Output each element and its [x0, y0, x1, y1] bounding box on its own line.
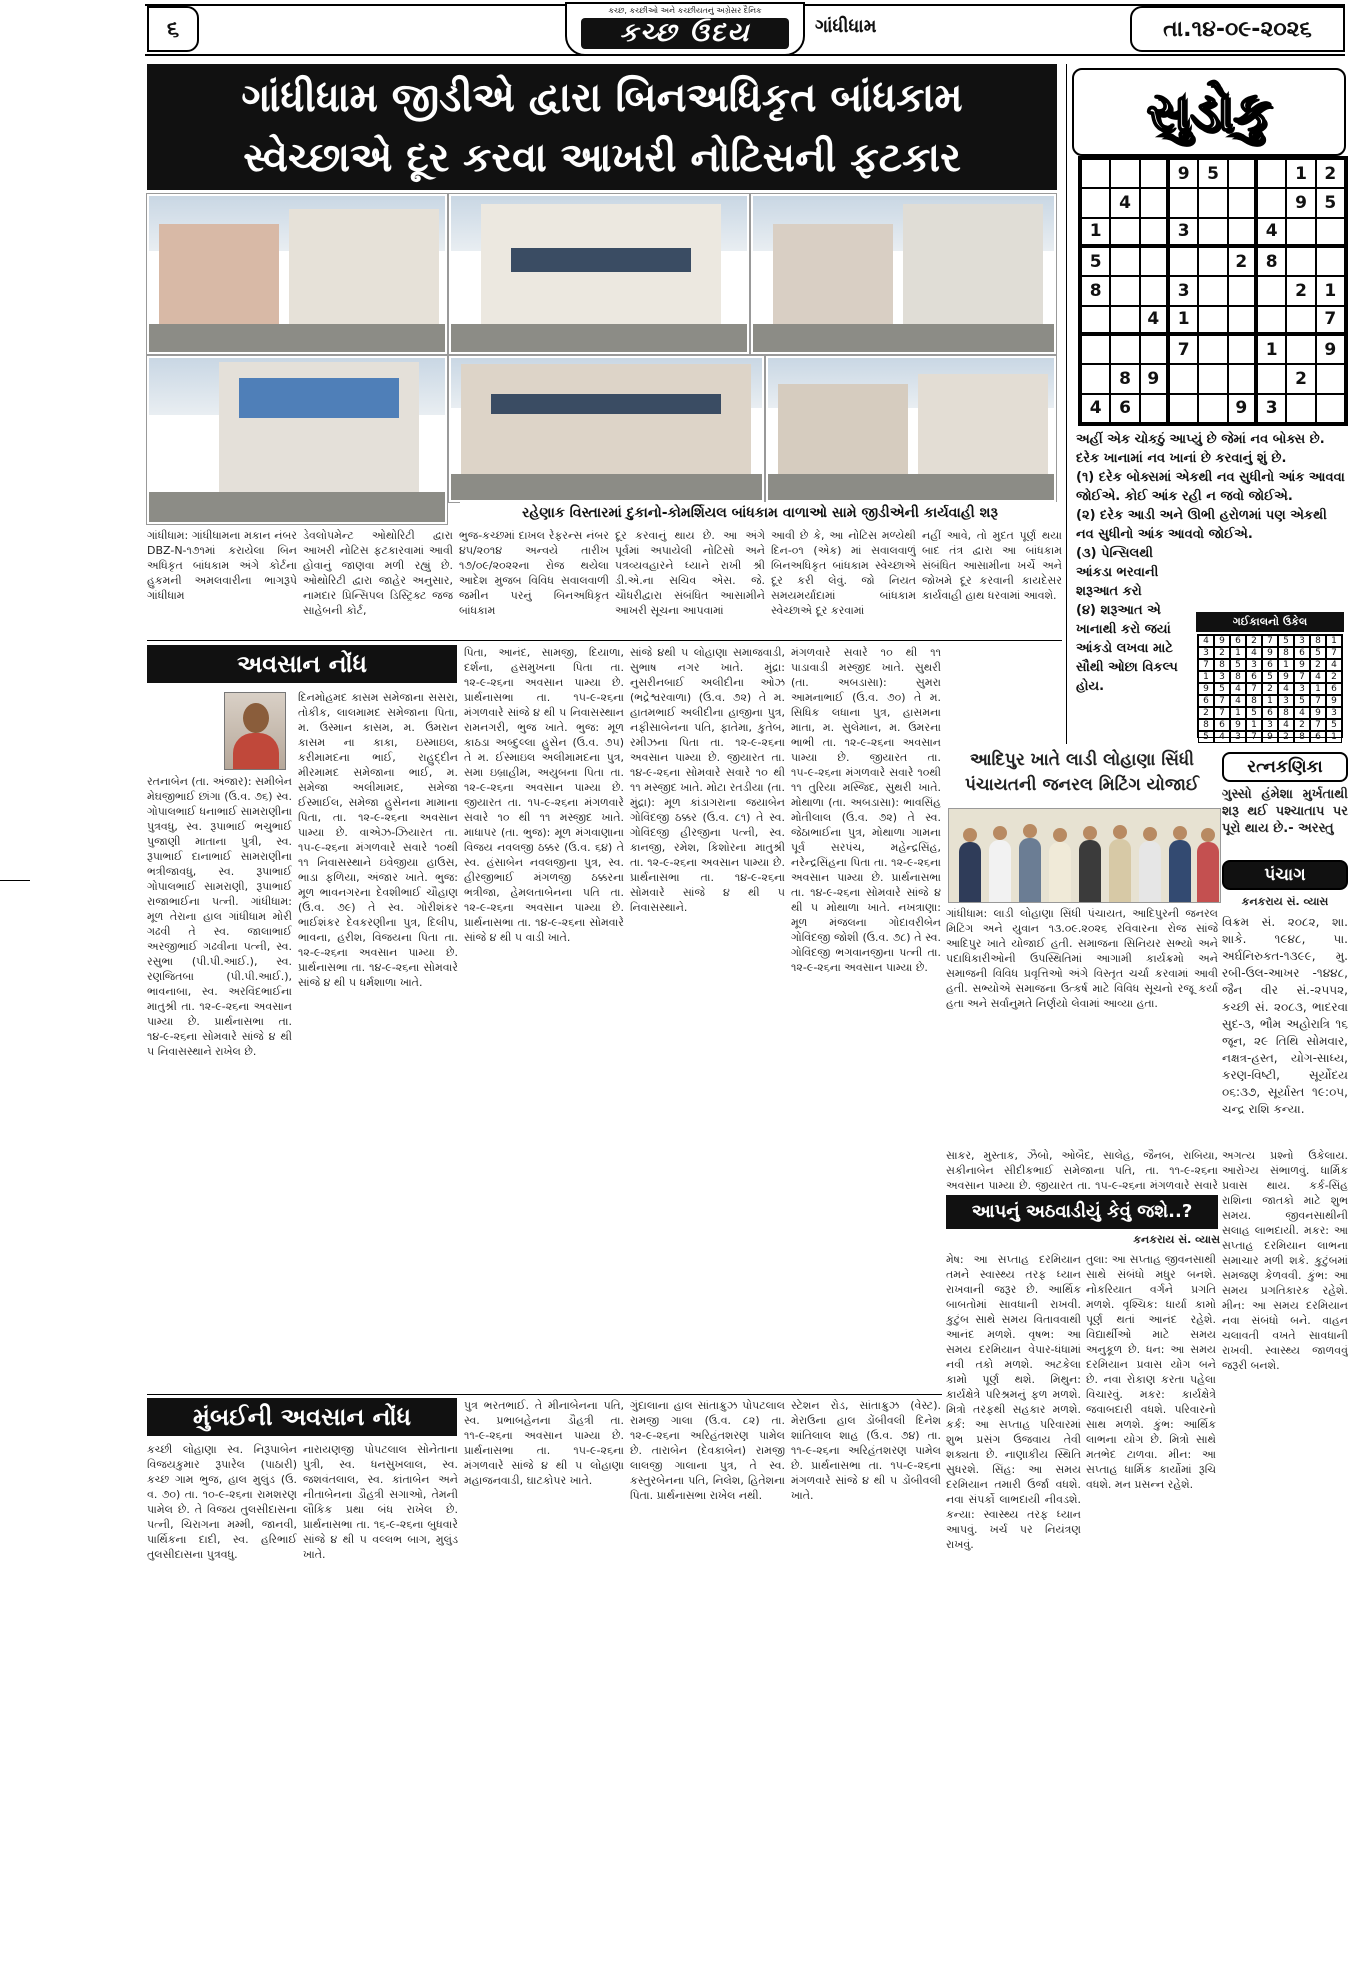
horoscope-col-2: તુલા: આ સપ્તાહ જીવનસાથી સાથે સંબંધો મધુર બનશે. નોકરિયાત વર્ગને પ્રગતિ મળશે. વૃશ્ચિક: ધાર્યા કામો પૂર્ણ થતાં આનંદ રહેશે. વિદ્યાર્થીઓ માટે સમય અનુકૂળ છે. ધન: આ સમય દરમિયાન પ્રવાસ યોગ બને છે. નવા રોકાણ કરતા પહેલા વિચારવું. મકર: કાર્યક્ષેત્રે જવાબદારી વધશે. પરિવારનો સાથ મળશે. કુંભ: આર્થિક લાભના યોગ છે. મિત્રો સાથે મતભેદ ટાળવા. મીન: આ સપ્તાહ ધાર્મિક કાર્યોમાં રૂચિ વધશે. મન પ્રસન્ન રહેશે.	[1086, 1253, 1216, 1491]
sudoku-answer-cell: 5	[1214, 683, 1230, 695]
mumbai-obituary-col-4: ગુંદાલાના હાલ સાંતાક્રુઝ પોપટલાલ રામજી ગાલા (ઉ.વ. ૮૨) તા. ૧૨-૯-૨૬ના અરિહંતશરણ પામેલ છે. તારાબેન (દેવકાબેન) રામજી લાલજી ગાલાના પુત્ર, તે સ્વ. કસ્તુરબેનના પતિ, નિલેશ, હિતેશના પિતા. પ્રાર્થનાસભા રાખેલ નથી.	[630, 1399, 785, 1502]
sudoku-answer-cell: 2	[1278, 731, 1294, 743]
sudoku-answer-cell: 3	[1230, 731, 1246, 743]
horoscope-title: આપનું અઠવાડીયું કેવું જશે..?	[946, 1195, 1218, 1229]
obituary-col-2: દિનમોહમદ કાસમ સમેજાના સસરા, તોકીક, લાલમામદ સમેજાના પિતા, મ. ઉસ્માન કાસમ, મ. ઉમરાન કાસમ ના કાકા, ઇસ્માઇલ, કરીમામદના ભાઈ, રાહુદ્દીન મીરમામદ સમેજાના ભાઈ, મ. સમેજા અલીમામદ, સમેજા ઈસ્માઈલ, સમેજા હુસેનના મામાના પિતા, તા. ૧૨-૯-૨૬ના અવસાન પામ્યા છે. વાએઝ-ઝિયારત તા. ૧૫-૯-૨૬ના મંગળવારે સવારે ૧૦થી ૧૧ નિવાસસ્થાને ઇવેજીયા હાઉસ, ભાડા ફળિયા, અંજાર ખાતે. ભુજ: મૂળ ભાવનગરના દેવશીભાઈ ચૌહાણ (ઉ.વ. ૭૯) તે સ્વ. ગોરીશંકર ભાઈશંકર દેવકરણીના પુત્ર, દિલીપ, ભાવના, હરીશ, વિજયના પિતા તા. ૧૨-૯-૨૬ના અવસાન પામ્યા છે. પ્રાર્થનાસભા તા. ૧૪-૯-૨૬ના સોમવારે સાંજે ૪ થી ૫ ધર્મશાળા ખાતે.	[298, 691, 458, 989]
main-story-col-2: ડેવલોપમેન્ટ ઓથોરિટી દ્વારા આખરી નોટિસ ફટકારવામાં આવી હોવાનું જાણવા મળી રહ્યું છે. ઓથોરિટી દ્વારા જાહેર અનુસાર, નામદાર પ્રિન્સિપલ ડિસ્ટ્રિક્ટ જજ સાહેબની કોર્ટ,	[303, 529, 453, 617]
photo-building-3	[751, 194, 1056, 354]
sudoku-answer-cell: 1	[1262, 695, 1278, 707]
sudoku-cell[interactable]	[1169, 364, 1198, 393]
main-headline	[147, 64, 1057, 190]
sudoku-cell[interactable]	[1286, 218, 1315, 247]
sudoku-answer-cell: 9	[1294, 659, 1310, 671]
sudoku-cell[interactable]	[1169, 394, 1198, 423]
sudoku-cell[interactable]	[1286, 394, 1315, 423]
sudoku-title-text: સુડોકુ	[1146, 80, 1272, 143]
main-story-col-1: ગાંધીધામ: ગાંધીધામના મકાન નંબર DBZ-N-૧૭૧માં કરાયેલા બિન અધિકૃત બાંધકામ અંગે કોર્ટના હુકમની અમલવારીના ભાગરૂપે ગાંધીધામ	[147, 529, 297, 602]
sudoku-cell[interactable]	[1140, 218, 1169, 247]
panchang-author: કનકરાય સં. વ્યાસ	[1241, 895, 1329, 908]
sudoku-answer-cell: 4	[1230, 683, 1246, 695]
panchang-text: વિક્રમ સં. ૨૦૮૨, શા. શાકે. ૧૯૪૮, પા. અર્ઘનિરુકત-૧૩૯૯, મુ. રબી-ઉલ-આખર -૧૪૪૮, જૈન વીર સં.-૨૫૫૨, કચ્છી સં. ૨૦૮૩, ભાદરવા સુદ-૩, ભૌમ અહોરાત્રિ ૧૬ જૂન, ૨૯ તિથિ સોમવાર, નક્ષત્ર-હસ્ત, યોગ-સાધ્ય, કરણ-વિષ્ટી, સૂર્યોદય ૦૬:૩૭, સૂર્યાસ્ત ૧૯:૦૫, ચન્દ્ર રાશિ કન્યા.	[1222, 915, 1348, 1116]
sudoku-cell[interactable]: 4	[1140, 306, 1169, 335]
meeting-headline-line1: આદિપુર ખાતે લાડી લોહાણા સિંધી	[969, 750, 1195, 770]
sudoku-answer-cell: 9	[1262, 731, 1278, 743]
sudoku-answer-cell: 1	[1230, 647, 1246, 659]
sudoku-cell[interactable]	[1198, 364, 1227, 393]
sudoku-answer-cell: 7	[1214, 707, 1230, 719]
sudoku-answer-cell: 4	[1310, 671, 1326, 683]
sudoku-answer-cell: 1	[1326, 731, 1342, 743]
meeting-headline-line2: પંચાયતની જનરલ મિટિંગ યોજાઈ	[965, 775, 1199, 795]
sudoku-answer-cell: 8	[1294, 731, 1310, 743]
sudoku-cell[interactable]	[1198, 276, 1227, 305]
sudoku-title	[1072, 68, 1346, 156]
sudoku-intro: અહીં એક ચોકઠું આપ્યું છે જેમાં નવ બોક્સ છે. દરેક ખાનામાં નવ ખાનાં છે કરવાનું શું છે.	[1076, 432, 1325, 466]
sudoku-answer-cell: 4	[1326, 659, 1342, 671]
sudoku-cell[interactable]: 2	[1286, 364, 1315, 393]
sudoku-rule-1: (૧) દરેક બોક્સમાં એકથી નવ સુધીનો આંક આવવા જોઈએ. કોઈ આંક રહી ન જવો જોઈએ.	[1076, 470, 1345, 504]
ratnakanika-quote: ગુસ્સો હંમેશા મુર્ખતાથી શરૂ થઈ પશ્ચાતાપ પર પૂરો થાય છે.- અરસ્તુ	[1222, 787, 1348, 836]
sudoku-cell[interactable]	[1198, 247, 1227, 276]
sudoku-answer-cell: 5	[1230, 659, 1246, 671]
sudoku-answer-cell: 8	[1230, 671, 1246, 683]
main-story-col-5: આવી છે કે, આ નોટિસ મળ્યેથી દિન-૦૧ (એક) માં સવાલવાળું બિનઅધિકૃત બાંધકામ સ્વેચ્છાએ દૂર કરી લેવું. જો નિયત સમયમર્યાદામાં બાંધકામ સ્વેચ્છાએ દૂર કરવામાં	[771, 529, 916, 617]
sudoku-cell[interactable]	[1169, 188, 1198, 217]
sudoku-answer-title: ગઈકાલનો ઉકેલ	[1196, 612, 1344, 632]
sudoku-cell[interactable]	[1316, 218, 1345, 247]
sudoku-cell[interactable]	[1286, 247, 1315, 276]
sudoku-cell[interactable]	[1081, 188, 1110, 217]
section-divider	[147, 640, 1062, 641]
sudoku-cell[interactable]: 7	[1316, 306, 1345, 335]
sudoku-answer-cell: 1	[1230, 707, 1246, 719]
masthead-tagline: કચ્છ, કચ્છીઓ અને કચ્છીયતનું અગ્રેસર દૈનિક	[608, 6, 762, 15]
sudoku-cell[interactable]: 9	[1228, 394, 1257, 423]
sudoku-cell[interactable]	[1169, 247, 1198, 276]
sudoku-answer-cell: 4	[1230, 695, 1246, 707]
sudoku-answer-cell: 9	[1262, 647, 1278, 659]
sudoku-cell[interactable]: 1	[1286, 159, 1315, 188]
sudoku-cell[interactable]	[1110, 159, 1139, 188]
mumbai-obituary-col-2: નારાયણજી પોપટલાલ સોનેતાના પુત્રી, સ્વ. ધનસુખલાલ, સ્વ. જશવંતલાલ, સ્વ. કાંતાબેન અને નીતાબેનના ડૌહત્રી સગાઓ, તેમની લૌકિક પ્રથા બંધ રાખેલ છે. પ્રાર્થનાસભા તા. ૧૬-૯-૨૬ના બુધવારે સાંજે ૪ થી ૫ વલ્લભ બાગ, મુલુંડ ખાતે.	[303, 1443, 458, 1561]
mumbai-obituary-col-5: સ્ટેશન રોડ, સાંતાક્રુઝ (વેસ્ટ). મેરાઉના હાલ ડોંબીવલી દિનેશ શાંતિલાલ શાહ (ઉ.વ. ૭૪) તા. ૧૧-૯-૨૬ના અરિહંતશરણ પામેલ છે. પ્રાર્થનાસભા તા. ૧૫-૯-૨૬ના મંગળવારે સાંજે ૪ થી ૫ ડોંબીવલી ખાતે.	[791, 1399, 941, 1502]
sudoku-answer-cell: 2	[1326, 671, 1342, 683]
sudoku-cell[interactable]	[1140, 335, 1169, 364]
sudoku-answer-cell: 5	[1310, 647, 1326, 659]
sudoku-cell[interactable]: 7	[1169, 335, 1198, 364]
obituary-col-5: મંગળવારે સવારે ૧૦ થી ૧૧ પાડાવાડી મસ્જીદ ખાતે. સુથરી (તા. અબડાસા): સુમરા આમનાભાઈ (ઉ.વ. ૭૦) તે મ. સિધિક લધાના પુત્ર, હાસમના માતા, મ. સુલેમાન, મ. ઉમરના ભાભી તા. ૧૨-૯-૨૬ના અવસાન પામ્યા છે. જીયારત તા. ૧૫-૯-૨૬ના મંગળવારે સવારે ૧૦થી ૧૧ તુરિયા મસ્જિદ, સુથરી ખાતે. મોથાળા (તા. અબડાસા): ભાવસિંહ મોતીલાલ (ઉ.વ. ૭૨) તે સ્વ. જેઠાભાઈના પુત્ર, મોથાળા ગામના પૂર્વ સરપંચ, મહેન્દ્રસિંહ, નરેન્દ્રસિંહના પિતા તા. ૧૨-૯-૨૬ના અવસાન પામ્યા છે. પ્રાર્થનાસભા તા. ૧૪-૯-૨૬ના સોમવારે સાંજે ૪ થી ૫ મોથાળા ખાતે. નખત્રાણા: મૂળ મંજલના ગોદાવરીબેન ગોવિંદજી જોશી (ઉ.વ. ૭૮) તે સ્વ. ગોવિંદજી ભગવાનજીના પત્ની તા. ૧૨-૯-૨૬ના અવસાન પામ્યા છે.	[791, 646, 941, 974]
sudoku-answer-cell: 7	[1198, 659, 1214, 671]
sudoku-answer-cell: 8	[1278, 707, 1294, 719]
sudoku-cell[interactable]	[1316, 247, 1345, 276]
sudoku-answer-cell: 7	[1246, 683, 1262, 695]
horoscope-author: કનકરાય સં. વ્યાસ	[1133, 1233, 1220, 1246]
sudoku-cell[interactable]	[1286, 306, 1315, 335]
sudoku-answer-cell: 7	[1310, 695, 1326, 707]
sudoku-answer-cell: 8	[1198, 719, 1214, 731]
masthead-logo: કચ્છ ઉદય	[581, 18, 789, 49]
sudoku-answer-cell: 6	[1230, 635, 1246, 647]
sudoku-cell[interactable]	[1140, 159, 1169, 188]
sudoku-answer-cell: 4	[1198, 635, 1214, 647]
sudoku-cell[interactable]	[1198, 218, 1227, 247]
sudoku-answer-cell: 1	[1246, 719, 1262, 731]
sudoku-cell[interactable]	[1081, 364, 1110, 393]
sudoku-cell[interactable]	[1081, 335, 1110, 364]
sudoku-answer-cell: 4	[1246, 647, 1262, 659]
sudoku-answer-cell: 3	[1198, 647, 1214, 659]
sudoku-cell[interactable]	[1140, 247, 1169, 276]
sudoku-answer-cell: 2	[1246, 635, 1262, 647]
sudoku-cell[interactable]: 8	[1110, 364, 1139, 393]
sudoku-answer-cell: 6	[1262, 659, 1278, 671]
sudoku-cell[interactable]	[1081, 306, 1110, 335]
sudoku-answer-cell: 4	[1278, 683, 1294, 695]
sudoku-answer-cell: 4	[1294, 707, 1310, 719]
sudoku-cell[interactable]: 2	[1228, 247, 1257, 276]
ratnakanika-title: રત્નકણિકા	[1222, 752, 1348, 782]
meeting-photo	[948, 808, 1221, 903]
sudoku-cell[interactable]	[1198, 188, 1227, 217]
sudoku-answer-cell: 5	[1278, 635, 1294, 647]
main-headline-line1: ગાંધીધામ જીડીએ દ્વારા બિનઅધિકૃત બાંધકામ	[241, 75, 963, 121]
obituary-col-3: પિતા, આનંદ, સામજી, દિયાળા, દર્શના, હસમુખના પિતા તા. ૧૨-૯-૨૬ના અવસાન પામ્યા છે. પ્રાર્થનાસભા તા. ૧૫-૯-૨૬ના મંગળવારે સાંજે ૪ થી ૫ નિવાસસ્થાન રામનગરી, ભુજ ખાતે. ભુજ: મૂળ કાઠડા અબ્દુલ્લા હુસેન (ઉ.વ. ૭૫) તે મ. ઈસ્માઇલ અલીમામદના પુત્ર, સમા ઇબ્રાહીમ, અયુબના પિતા તા. ૧૨-૯-૨૬ના અવસાન પામ્યા છે. જીયારત તા. ૧૫-૯-૨૬ના મંગળવારે સવારે ૧૦ થી ૧૧ મસ્જીદ ખાતે. માધાપર (તા. ભુજ): મૂળ મંગવાણાના વિજય નવલજી ઠક્કર (ઉ.વ. ૬૪) તે સ્વ. હંસાબેન નવલજીના પુત્ર, સ્વ. હીરજીભાઈ મંગળજી ઠક્કરના ભત્રીજા, હેમલતાબેનના પતિ તા. ૧૨-૯-૨૬ના અવસાન પામ્યા છે. પ્રાર્થનાસભા તા. ૧૪-૯-૨૬ના સોમવારે સાંજે ૪ થી ૫ વાડી ખાતે.	[464, 646, 624, 944]
sudoku-answer-cell: 2	[1214, 647, 1230, 659]
sudoku-answer-cell: 9	[1214, 635, 1230, 647]
sudoku-answer-cell: 1	[1278, 659, 1294, 671]
sudoku-answer-grid	[1197, 634, 1343, 742]
sudoku-cell[interactable]	[1110, 247, 1139, 276]
sudoku-answer-cell: 4	[1214, 731, 1230, 743]
column-divider	[1066, 64, 1067, 744]
sudoku-cell[interactable]: 2	[1316, 159, 1345, 188]
sudoku-cell[interactable]: 4	[1081, 394, 1110, 423]
masthead	[565, 2, 805, 56]
obituary-col-1: રતનાબેન (તા. અંજાર): સમીબેન મેઘજીભાઈ છાંગા (ઉ.વ. ૭૬) સ્વ. ગોપાલભાઈ ધનાભાઈ સામરાણીના પુત્રવધુ, સ્વ. રૂપાભાઈ ભચુભાઈ પુજાણી માતાના પુત્રી, સ્વ. રૂપાભાઈ દાનાભાઈ સામરાણીના ભત્રીજાવધુ, સ્વ. રૂપાભાઈ ગોપાલભાઈ સામરાણી, રૂપાભાઈ રાજાભાઈના પત્ની. ગાંધીધામ: મૂળ તેરાના હાલ ગાંધીધામ મોરી ગઢવી તે સ્વ. જાલાભાઈ અરજીભાઈ ગઢવીના પત્ની, સ્વ. રસુભા (પી.પી.આઈ.), સ્વ. રણજિતબા (પી.પી.આઈ.), ભાવનાબા, સ્વ. અરવિંદભાઈના માતુશ્રી તા. ૧૨-૯-૨૬ના અવસાન પામ્યા છે. પ્રાર્થનાસભા તા. ૧૪-૯-૨૬ના સોમવારે સાંજે ૪ થી ૫ નિવાસસ્થાને રાખેલ છે.	[147, 775, 292, 1058]
sudoku-answer-cell: 3	[1262, 719, 1278, 731]
sudoku-cell[interactable]	[1286, 335, 1315, 364]
sudoku-answer-cell: 9	[1230, 719, 1246, 731]
sudoku-cell[interactable]	[1257, 364, 1286, 393]
sudoku-cell[interactable]: 1	[1316, 276, 1345, 305]
sudoku-answer-cell: 8	[1310, 635, 1326, 647]
left-edge-mark	[0, 880, 30, 881]
sudoku-cell[interactable]	[1228, 218, 1257, 247]
sudoku-cell[interactable]: 2	[1286, 276, 1315, 305]
sudoku-answer-cell: 6	[1310, 731, 1326, 743]
mumbai-obituary-col-3: પુત્ર ભરતભાઈ. તે મીનાબેનના પતિ, સ્વ. પ્રભાબહેનના ડૌહત્રી તા. ૧૧-૯-૨૬ના અવસાન પામ્યા છે. પ્રાર્થનાસભા તા. ૧૫-૯-૨૬ના મંગળવારે સાંજે ૪ થી ૫ લોહાણા મહાજનવાડી, ઘાટકોપર ખાતે.	[464, 1399, 624, 1487]
sudoku-answer-cell: 3	[1294, 635, 1310, 647]
obituary-col-4: સાંજે ૪થી ૫ લોહાણા સમાજવાડી, સુભાષ નગર ખાતે. મુંદ્રા: નુસરીનબાઈ અલીદીના ઓઝ (ભદ્રેશ્વરવાળા) (ઉ.વ. ૭૨) તે મ. હાતમભાઈ અલીદીના હાજીના પુત્ર, નફીસાબેનના પતિ, ફાતેમા, કુતેબ, રમીઝના પિતા તા. ૧૨-૯-૨૬ના અવસાન પામ્યા છે. જીયારત તા. ૧૪-૯-૨૬ના સોમવારે સવારે ૧૦ થી ૧૧ મસ્જીદ ખાતે. મોટા રતડીયા (તા. મુંદ્રા): મૂળ કાંડાગરાના જયાબેન ગોવિંદજી ઠક્કર (ઉ.વ. ૮૧) તે સ્વ. ગોવિંદજી હીરજીના પત્ની, સ્વ. કાનજી, રમેશ, કિશોરના માતુશ્રી તા. ૧૨-૯-૨૬ના અવસાન પામ્યા છે. પ્રાર્થનાસભા તા. ૧૪-૯-૨૬ના સોમવારે સાંજે ૪ થી ૫ નિવાસસ્થાને.	[630, 646, 785, 914]
sudoku-answer-cell: 3	[1246, 659, 1262, 671]
sudoku-cell[interactable]: 5	[1081, 247, 1110, 276]
sudoku-cell[interactable]	[1257, 276, 1286, 305]
photo-building-1	[147, 194, 447, 354]
sudoku-rule-3: (૩) પેન્સિલથી આંકડા ભરવાની શરૂઆત કરો	[1076, 546, 1159, 599]
sudoku-cell[interactable]	[1110, 335, 1139, 364]
sudoku-answer-cell: 2	[1310, 659, 1326, 671]
obituary-title: અવસાન નોંધ	[147, 645, 457, 683]
sudoku-answer-cell: 1	[1198, 671, 1214, 683]
sudoku-answer-cell: 6	[1246, 671, 1262, 683]
horoscope-col-1: મેષ: આ સપ્તાહ દરમિયાન તમને સ્વાસ્થ્ય તરફ ધ્યાન રાખવાની જરૂર છે. આર્થિક બાબતોમાં સાવધાની રાખવી. કુટુંબ સાથે સમય વિતાવવાથી આનંદ મળશે. વૃષભ: આ સમય દરમિયાન વેપાર-ધંધામાં નવી તકો મળશે. અટકેલા કામો પૂર્ણ થશે. મિથુન: કાર્યક્ષેત્રે પરિશ્રમનું ફળ મળશે. મિત્રો તરફથી સહકાર મળશે. કર્ક: આ સપ્તાહ પરિવારમાં શુભ પ્રસંગ ઉજવાય તેવી શક્યતા છે. નાણાકીય સ્થિતિ સુધરશે. સિંહ: આ સમય દરમિયાન તમારી ઉર્જા વધશે. નવા સંપર્કો લાભદાયી નીવડશે. કન્યા: સ્વાસ્થ્ય તરફ ધ્યાન આપવું. ખર્ચ પર નિયંત્રણ રાખવું.	[946, 1253, 1081, 1551]
sudoku-answer-cell: 1	[1326, 635, 1342, 647]
sudoku-answer-cell: 6	[1214, 719, 1230, 731]
sudoku-cell[interactable]: 8	[1257, 247, 1286, 276]
sudoku-cell[interactable]	[1228, 188, 1257, 217]
sudoku-answer-cell: 6	[1294, 647, 1310, 659]
sudoku-cell[interactable]	[1228, 276, 1257, 305]
sudoku-cell[interactable]	[1257, 306, 1286, 335]
sudoku-cell[interactable]	[1316, 394, 1345, 423]
sudoku-cell[interactable]	[1257, 188, 1286, 217]
sudoku-answer-cell: 6	[1262, 707, 1278, 719]
sudoku-answer-cell: 9	[1278, 671, 1294, 683]
sudoku-cell[interactable]: 8	[1081, 276, 1110, 305]
section-divider-2	[147, 1394, 942, 1395]
sudoku-cell[interactable]	[1228, 364, 1257, 393]
sudoku-answer-cell: 7	[1294, 671, 1310, 683]
sudoku-answer-cell: 5	[1326, 719, 1342, 731]
sudoku-answer-cell: 2	[1294, 719, 1310, 731]
photo-building-6	[766, 356, 1056, 502]
sudoku-answer-cell: 1	[1310, 683, 1326, 695]
page-number: ૬	[147, 6, 199, 52]
sudoku-answer-cell: 4	[1278, 719, 1294, 731]
sudoku-cell[interactable]: 3	[1169, 218, 1198, 247]
sudoku-cell[interactable]	[1228, 335, 1257, 364]
sudoku-answer-cell: 2	[1198, 707, 1214, 719]
sudoku-answer-cell: 6	[1198, 695, 1214, 707]
sudoku-cell[interactable]	[1316, 364, 1345, 393]
sudoku-cell[interactable]	[1140, 188, 1169, 217]
sudoku-cell[interactable]: 9	[1286, 188, 1315, 217]
sudoku-answer-cell: 8	[1278, 647, 1294, 659]
sudoku-cell[interactable]	[1140, 276, 1169, 305]
sudoku-answer-cell: 7	[1326, 647, 1342, 659]
sudoku-cell[interactable]: 5	[1316, 188, 1345, 217]
sudoku-answer-cell: 7	[1262, 635, 1278, 647]
panchang-title: પંચાગ	[1222, 860, 1348, 890]
photo-caption: રહેણાક વિસ્તારમાં દુકાનો-કોમર્શિયલ બાંધકામ વાળાઓ સામે જીડીએની કાર્યવાહી શરૂ	[460, 502, 1060, 524]
sudoku-cell[interactable]	[1198, 394, 1227, 423]
sudoku-cell[interactable]: 1	[1169, 306, 1198, 335]
sudoku-answer-cell: 9	[1326, 695, 1342, 707]
sudoku-cell[interactable]	[1140, 394, 1169, 423]
sudoku-cell[interactable]	[1110, 218, 1139, 247]
sudoku-answer-cell: 5	[1198, 731, 1214, 743]
photo-building-2	[449, 194, 749, 354]
sudoku-cell[interactable]: 6	[1110, 394, 1139, 423]
meeting-headline	[946, 748, 1218, 806]
sudoku-answer-cell: 3	[1278, 695, 1294, 707]
sudoku-answer-cell: 7	[1310, 719, 1326, 731]
photo-building-5	[449, 356, 764, 502]
sudoku-cell[interactable]: 9	[1140, 364, 1169, 393]
sudoku-cell[interactable]: 1	[1257, 335, 1286, 364]
sudoku-answer-cell: 3	[1294, 683, 1310, 695]
main-story-col-3: ભુજ-કચ્છમાં દાખલ રેફરન્સ નંબર ૪૫/૨૦૧૪ અન્વયે તારીખ ૧૭/૦૯/૨૦૨૨ના રોજ થયેલા આદેશ મુજબ વિવિધ સવાલવાળી જમીન પરનું બિનઅધિકૃત બાંધકામ	[459, 529, 609, 617]
sudoku-cell[interactable]	[1110, 276, 1139, 305]
sudoku-answer-cell: 5	[1294, 695, 1310, 707]
mumbai-obituary-title: મુંબઈની અવસાન નોંધ	[147, 1398, 457, 1436]
sudoku-answer-cell: 7	[1214, 695, 1230, 707]
horoscope-col-3: અગત્ય પ્રશ્નો ઉકેલાય. આરોગ્ય સંભાળવું. ધાર્મિક પ્રવાસ થાય. કર્ક-સિંહ રાશિના જાતકો માટે શુભ સમય. જીવનસાથીની સલાહ લાભદાયી. મકર: આ સપ્તાહ દરમિયાન લાભના સમાચાર મળી શકે. કુટુંબમાં સમજણ કેળવવી. કુંભ: આ સમય પ્રગતિકારક રહેશે. મીન: આ સમય દરમિયાન નવા સંબંધો બને. વાહન ચલાવતી વખતે સાવધાની રાખવી. સ્વાસ્થ્ય જાળવવું જરૂરી બનશે.	[1222, 1149, 1348, 1372]
sudoku-rule-2: (૨) દરેક આડી અને ઊભી હરોળમાં પણ એકથી નવ સુધીનો આંક આવવો જોઈએ.	[1076, 508, 1327, 542]
sudoku-answer-cell: 9	[1198, 683, 1214, 695]
sudoku-cell[interactable]: 9	[1169, 159, 1198, 188]
sudoku-cell[interactable]	[1198, 335, 1227, 364]
sudoku-cell[interactable]	[1228, 306, 1257, 335]
sudoku-grid	[1078, 156, 1348, 426]
main-headline-line2: સ્વેચ્છાએ દૂર કરવા આખરી નોટિસની ફટકાર	[243, 135, 961, 181]
sudoku-cell[interactable]	[1110, 306, 1139, 335]
sudoku-cell[interactable]: 9	[1316, 335, 1345, 364]
sudoku-answer-cell: 3	[1326, 707, 1342, 719]
sudoku-answer-cell: 5	[1246, 707, 1262, 719]
sudoku-answer-cell: 5	[1262, 671, 1278, 683]
sudoku-cell[interactable]: 4	[1257, 218, 1286, 247]
sudoku-cell[interactable]: 4	[1110, 188, 1139, 217]
sudoku-cell[interactable]	[1257, 159, 1286, 188]
sudoku-cell[interactable]: 5	[1198, 159, 1227, 188]
main-story-col-4: દૂર કરવાનું થાય છે. આ અંગે પૂર્વમાં અપાયેલી નોટિસો અને પત્રવ્યવહારને ધ્યાને રાખી શ્રી ડી.એ.ના સચિવ એસ. જે. ચૌધરીદ્વારા સંબંધિત આસામીને આખરી સૂચના આપવામાં	[615, 529, 765, 617]
sudoku-cell[interactable]	[1228, 159, 1257, 188]
sudoku-answer-cell: 2	[1262, 683, 1278, 695]
edition-city: ગાંધીધામ	[815, 16, 877, 37]
meeting-body: ગાંધીધામ: લાડી લોહાણા સિંધી પંચાયત, આદિપુરની જનરલ મિટિંગ અને યુવાન ૧૩.૦૯.૨૦૨૬ રવિવારના રોજ સાંજે આદિપુર ખાતે યોજાઈ હતી. સમાજના સિનિયર સભ્યો અને પદાધિકારીઓની ઉપસ્થિતિમાં આગામી કાર્યક્રમો અને સમાજની વિવિધ પ્રવૃત્તિઓ અંગે વિસ્તૃત ચર્ચા કરવામાં આવી હતી. સભ્યોએ સમાજના ઉત્કર્ષ માટે વિવિધ સૂચનો રજૂ કર્યા હતા અને સર્વાનુમતે નિર્ણયો લેવામાં આવ્યા હતા.	[946, 907, 1218, 1010]
main-story-col-6: નહીં આવે, તો મુદત પૂર્ણ થયા બાદ તંત્ર દ્વારા આ બાંધકામ સંબંધિત આસામીના ખર્ચે અને જોખમે દૂર કરવાની કાયદેસર કાર્યવાહી હાથ ધરવામાં આવશે.	[922, 529, 1062, 602]
sudoku-answer-cell: 8	[1246, 695, 1262, 707]
sudoku-rule-4: (૪) શરૂઆત એ ખાનાથી કરો જયાં આંકડો લખવા માટે સૌથી ઓછા વિકલ્પ હોય.	[1076, 603, 1178, 694]
sudoku-answer-cell: 8	[1214, 659, 1230, 671]
sudoku-answer-cell: 7	[1246, 731, 1262, 743]
sudoku-cell[interactable]: 3	[1257, 394, 1286, 423]
sudoku-answer-cell: 3	[1214, 671, 1230, 683]
sudoku-cell[interactable]: 3	[1169, 276, 1198, 305]
sudoku-cell[interactable]	[1081, 159, 1110, 188]
sudoku-answer-cell: 6	[1326, 683, 1342, 695]
obituary-col-6-body: સાકર, મુસ્તાક, ઝૈબો, ઓબૈદ, સાલેહ, જૈનબ, રાબિયા, સકીનાબેન સીદીકભાઈ સમેજાના પતિ, તા. ૧૧-૯-૨૬ના અવસાન પામ્યા છે. જીયારત તા. ૧૫-૯-૨૬ના મંગળવારે સવારે	[946, 1149, 1218, 1192]
sudoku-answer-cell: 9	[1310, 707, 1326, 719]
sudoku-cell[interactable]: 1	[1081, 218, 1110, 247]
issue-date: તા.૧૪-૦૯-૨૦૨૬	[1130, 6, 1345, 52]
photo-building-4	[147, 356, 447, 524]
mumbai-obituary-col-1: કચ્છી લોહાણા સ્વ. નિરૂપાબેન વિજયકુમાર રૂપારેલ (પાઠારી) કચ્છ ગામ ભુજ, હાલ મુલુંડ (ઉ. વ. ૭૦) તા. ૧૦-૯-૨૬ના રામશરણ પામેલ છે. તે વિજય તુલસીદાસના પત્ની, ચિરાગના મમ્મી, જાનવી, પાર્થિકના દાદી, સ્વ. હરિભાઈ તુલસીદાસના પુત્રવધુ.	[147, 1443, 297, 1561]
sudoku-cell[interactable]	[1198, 306, 1227, 335]
